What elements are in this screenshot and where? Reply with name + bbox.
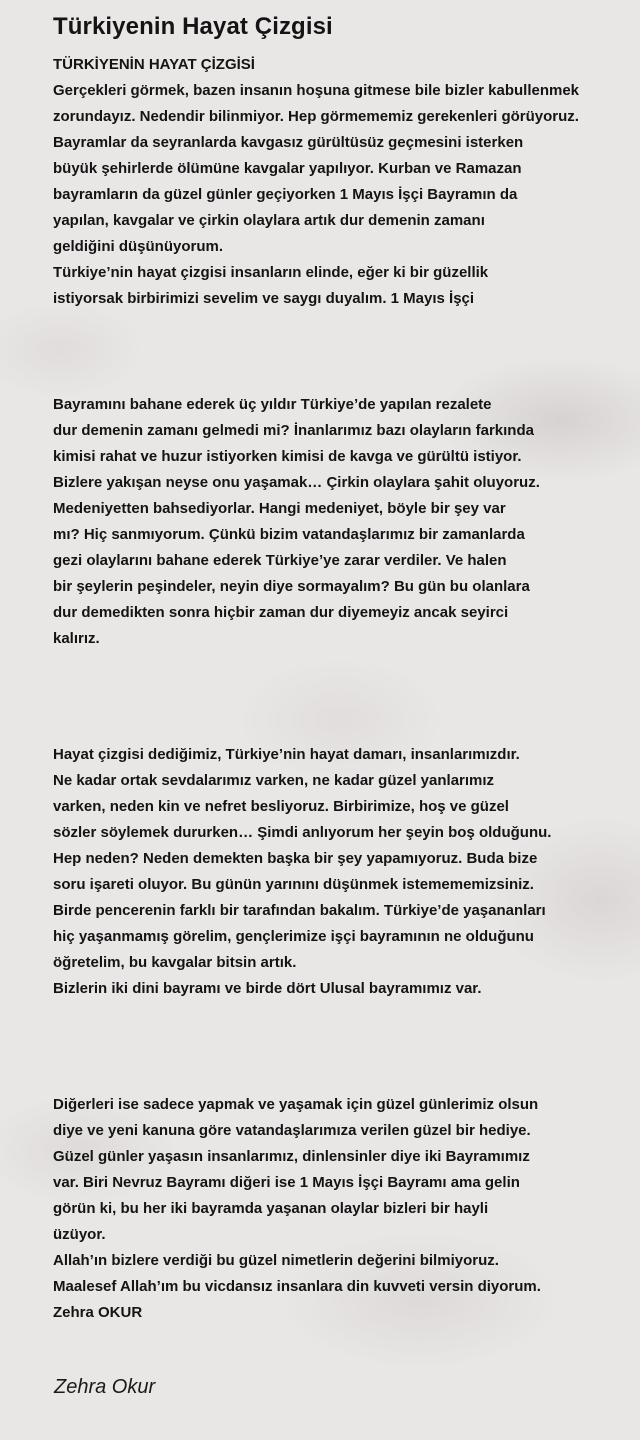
text-line: soru işareti oluyor. Bu günün yarınını düşünmek istemememizsiniz. <box>53 876 534 893</box>
text-line: Türkiye’nin hayat çizgisi insanların elinde, eğer ki bir güzellik <box>53 264 489 281</box>
text-line: sözler söylemek dururken… Şimdi anlıyorum her şeyin boş olduğunu. <box>53 824 552 841</box>
paragraph-spacer <box>53 652 628 742</box>
text-line: istiyorsak birbirimizi sevelim ve saygı duyalım. 1 Mayıs İşçi <box>53 290 475 307</box>
text-line: Medeniyetten bahsediyorlar. Hangi medeniyet, böyle bir şey var <box>53 500 506 517</box>
text-line: Gerçekleri görmek, bazen insanın hoşuna gitmese bile bizler kabullenmek <box>53 82 580 99</box>
text-line: kalırız. <box>53 630 100 647</box>
poem-body <box>53 52 628 1326</box>
text-line: varken, neden kin ve nefret besliyoruz. Birbirimize, hoş ve güzel <box>53 798 509 815</box>
text-line: TÜRKİYENİN HAYAT ÇİZGİSİ <box>53 56 255 73</box>
text-line: var. Biri Nevruz Bayramı diğeri ise 1 Mayıs İşçi Bayramı ama gelin <box>53 1174 520 1191</box>
text-line: Allah’ın bizlere verdiği bu güzel nimetlerin değerini bilmiyoruz. <box>53 1252 499 1269</box>
text-line: Diğerleri ise sadece yapmak ve yaşamak için güzel günlerimiz olsun <box>53 1096 539 1113</box>
text-line: Ne kadar ortak sevdalarımız varken, ne kadar güzel yanlarımız <box>53 772 495 789</box>
text-line: dur demenin zamanı gelmedi mi? İnanlarımız bazı olayların farkında <box>53 422 534 439</box>
text-line: Hep neden? Neden demekten başka bir şey yapamıyoruz. Buda bize <box>53 850 538 867</box>
text-line: Bayramını bahane ederek üç yıldır Türkiye’de yapılan rezalete <box>53 396 492 413</box>
page-title: Türkiyenin Hayat Çizgisi <box>53 13 333 40</box>
text-line: bayramların da güzel günler geçiyorken 1 Mayıs İşçi Bayramın da <box>53 186 518 203</box>
author-signature: Zehra Okur <box>54 1376 156 1398</box>
text-line: Bizlerin iki dini bayramı ve birde dört Ulusal bayramımız var. <box>53 980 482 997</box>
paragraph-spacer <box>53 312 628 392</box>
author-line: Zehra OKUR <box>53 1304 143 1321</box>
text-line: mı? Hiç sanmıyorum. Çünkü bizim vatandaşlarımız bir zamanlarda <box>53 526 525 543</box>
text-line: kimisi rahat ve huzur istiyorken kimisi de kavga ve gürültü istiyor. <box>53 448 522 465</box>
text-line: öğretelim, bu kavgalar bitsin artık. <box>53 954 297 971</box>
paragraph-3 <box>53 742 628 1002</box>
text-line: gezi olaylarını bahane ederek Türkiye’ye zarar verdiler. Ve halen <box>53 552 507 569</box>
text-line: üzüyor. <box>53 1226 106 1243</box>
paragraph-2 <box>53 392 628 652</box>
text-line: yapılan, kavgalar ve çirkin olaylara artık dur demenin zamanı <box>53 212 485 229</box>
text-line: Bizlere yakışan neyse onu yaşamak… Çirkin olaylara şahit oluyoruz. <box>53 474 540 491</box>
text-line: Maalesef Allah’ım bu vicdansız insanlara din kuvveti versin diyorum. <box>53 1278 541 1295</box>
text-line: zorundayız. Nedendir bilinmiyor. Hep görmememiz gerekenleri görüyoruz. <box>53 108 579 125</box>
paragraph-1 <box>53 52 628 312</box>
paragraph-4 <box>53 1092 628 1326</box>
text-line: görün ki, bu her iki bayramda yaşanan olaylar bizleri bir hayli <box>53 1200 489 1217</box>
text-line: Hayat çizgisi dediğimiz, Türkiye’nin hayat damarı, insanlarımızdır. <box>53 746 520 763</box>
text-line: Güzel günler yaşasın insanlarımız, dinlensinler diye iki Bayramımız <box>53 1148 530 1165</box>
text-line: hiç yaşanmamış görelim, gençlerimize işçi bayramının ne olduğunu <box>53 928 534 945</box>
paragraph-spacer <box>53 1002 628 1092</box>
poem-page <box>53 12 628 1326</box>
text-line: büyük şehirlerde ölümüne kavgalar yapılıyor. Kurban ve Ramazan <box>53 160 522 177</box>
text-line: Bayramlar da seyranlarda kavgasız gürültüsüz geçmesini isterken <box>53 134 524 151</box>
text-line: geldiğini düşünüyorum. <box>53 238 223 255</box>
text-line: bir şeylerin peşindeler, neyin diye sormayalım? Bu gün bu olanlara <box>53 578 530 595</box>
text-line: diye ve yeni kanuna göre vatandaşlarımıza verilen güzel bir hediye. <box>53 1122 531 1139</box>
text-line: Birde pencerenin farklı bir tarafından bakalım. Türkiye’de yaşananları <box>53 902 546 919</box>
text-line: dur demedikten sonra hiçbir zaman dur diyemeyiz ancak seyirci <box>53 604 509 621</box>
